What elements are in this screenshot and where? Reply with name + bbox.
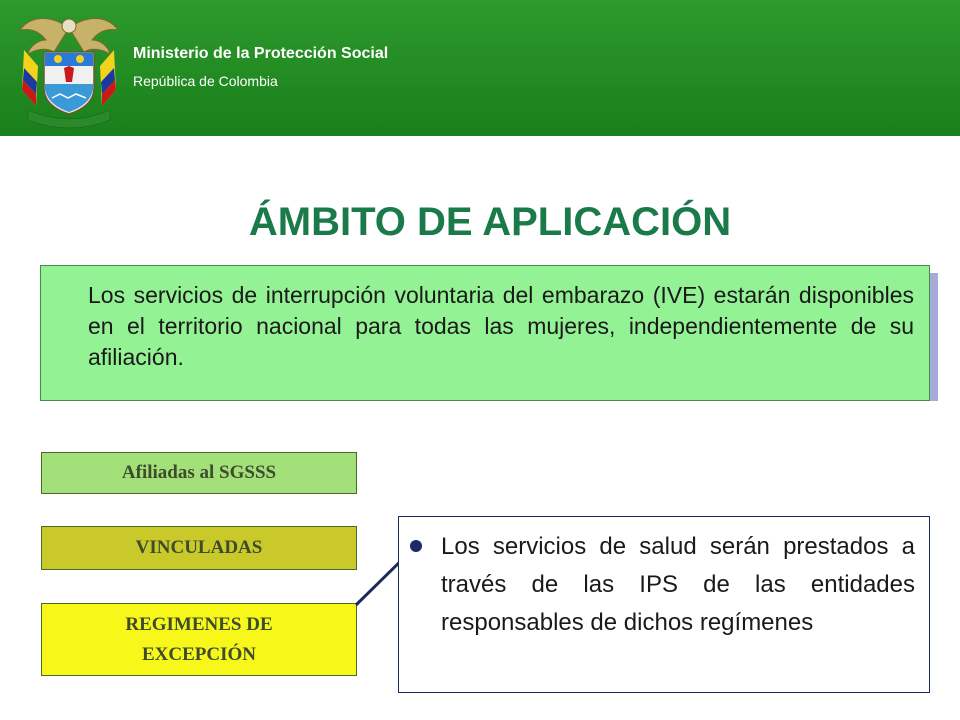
tag-vinculadas: [41, 526, 357, 570]
page-title: ÁMBITO DE APLICACIÓN: [248, 200, 732, 244]
info-text: Los servicios de salud serán prestados a través de las IPS de las entidades responsables de dichos regímenes: [441, 533, 915, 636]
header-bar: [0, 0, 960, 136]
tag-vinculadas-label: VINCULADAS: [135, 537, 263, 558]
republic-name: República de Colombia: [133, 73, 278, 89]
header-background: [0, 0, 960, 136]
colombia-coat-of-arms-icon: [10, 6, 128, 130]
tag-regimenes-excepcion: [41, 603, 357, 676]
bullet-icon: [410, 540, 422, 552]
tag-afiliadas: [41, 452, 357, 494]
summary-text: Los servicios de interrupción voluntaria del embarazo (IVE) estarán disponibles en el territorio nacional para todas las mujeres, independientemente de su afiliación.: [88, 282, 914, 370]
ministry-name: Ministerio de la Protección Social: [133, 45, 389, 62]
tag-regimenes-label: REGIMENES DE EXCEPCIÓN: [125, 613, 273, 665]
tag-afiliadas-label: Afiliadas al SGSSS: [121, 462, 277, 483]
